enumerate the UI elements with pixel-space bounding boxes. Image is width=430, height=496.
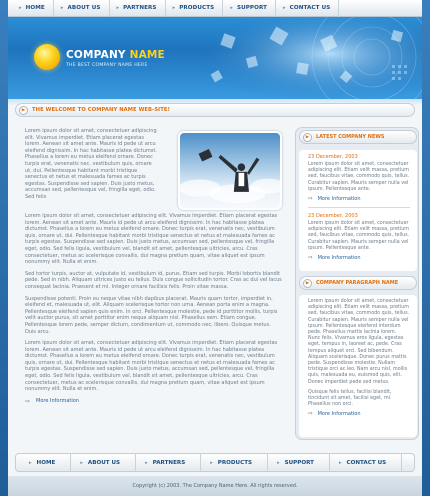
arrow-right-icon: ▶ xyxy=(303,279,312,288)
business-man-photo xyxy=(178,131,282,210)
sidebar xyxy=(295,127,419,442)
more-information-link[interactable]: More Information xyxy=(317,411,361,418)
main-paragraph: Lorem ipsum dolor sit amet, consectetuer adipiscing elit. Vivamus imperdiet. Etiam placerat egestas lorem. Aenean sit amet ante. Mauris id pede ut arcu eleifend dignissim. In hac habitasse platea dictumst. Phasellus a lorem eu metus eleifend ornare. Donec turpis erat, venenatis nec, vestibulum quis, ornare ut, dui. Pellentesque habitant morbi tristique senectus et netus et malesuada fames ac turpis egestas. Suspendisse sed sapien. Duis justo metus, accumsan sed, pellentesque vel, fringilla eget, odio. Sed felis xyxy=(25,128,157,200)
company-name-first: COMPANY xyxy=(66,49,130,61)
company-logo-text[interactable] xyxy=(66,49,165,61)
nav-item-label: ABOUT US xyxy=(67,5,101,11)
business-man-image xyxy=(180,133,280,208)
arrow-right-icon: ▸ xyxy=(277,459,280,466)
footer-nav-about-us[interactable] xyxy=(71,453,136,472)
top-navigation xyxy=(8,0,422,17)
nav-item-label: CONTACT US xyxy=(289,5,331,11)
news-text: Lorem ipsum dolor sit amet, consectetuer adipiscing elit. Etiam velit massa, pretium sed, faucibus vitae, commodo quis, tellus. Curabitur sapien. Mauris semper nulla vel ipsum. Pellentesque ante. xyxy=(308,221,410,251)
nav-item-label: CONTACT US xyxy=(346,459,387,466)
arrow-right-icon: ▸ xyxy=(116,5,120,11)
footer-nav-home[interactable] xyxy=(20,453,71,472)
nav-item-label: ABOUT US xyxy=(87,459,121,466)
footer-nav-support[interactable] xyxy=(268,453,330,472)
arrow-right-icon: ▶ xyxy=(303,133,312,142)
nav-item-label: PARTNERS xyxy=(152,459,186,466)
news-item xyxy=(308,213,410,261)
more-information-row xyxy=(308,255,410,261)
arrow-right-icon: ▸ xyxy=(80,459,83,466)
arrow-right-icon: ▸ xyxy=(338,459,342,466)
footer-nav-partners[interactable] xyxy=(136,453,201,472)
news-date: 23 December, 2003 xyxy=(308,154,358,160)
more-information-row xyxy=(308,411,410,417)
arrow-right-icon: ▸ xyxy=(172,5,176,11)
paragraph-text: Quisque felis tellus, facilisi blandit, tincidunt sit amet, facilisi eget, mi. Phasellus non orci. xyxy=(308,389,392,408)
news-title: LATEST COMPANY NEWS xyxy=(316,134,385,140)
news-list xyxy=(299,150,417,271)
banner-network-graphic xyxy=(192,17,422,99)
nav-item-products[interactable] xyxy=(166,0,224,17)
nav-item-about-us[interactable] xyxy=(54,0,110,17)
nav-item-label: SUPPORT xyxy=(236,5,268,11)
main-paragraph: Sed tortor turpis, auctor at, vulputate id, vestibulum id, purus. Etiam sed turpis. Morbi lobortis blandit pede. Sed in nibh. Aliquam ultrices justo eu tellus. Duis congue sollicitudin tortor. Cras ac dui vel lacus consequat lacinia. Praesent et mi. Integer ornare facilisis felis. Proin vitae massa. xyxy=(25,270,282,290)
arrow-right-icon: ▸ xyxy=(145,459,148,466)
news-date: 23 December, 2003 xyxy=(308,213,358,220)
more-information-link[interactable]: More Information xyxy=(36,398,79,405)
arrow-right-icon: ⇨ xyxy=(308,411,313,418)
divider xyxy=(308,207,410,208)
paragraph-content xyxy=(299,295,417,437)
main-paragraph: Suspendisse potenti. Proin eu neque vitae nibh dapibus placerat. Mauris quam tortor, imperdiet in, eleifend et, malesuada ut, elit. Aliquam scelerisque tortor non urna. Aenean porta enim a magna. Pellentesque eleifend sapien quis enim. In orci. Pellentesque molestie, pede id porttitor mollis, turpis velit auctor purus, sit amet porttitor enim neque aliquam nisl. Phasellus sem. Etiam congue. Pellentesque lorem pede, semper dictum, condimentum ut, commodo nec, libero. Quisque metus. Duis arcu. xyxy=(25,295,278,335)
footer-nav-contact-us[interactable] xyxy=(330,453,402,472)
paragraph-title: COMPANY PARAGRAPH NAME xyxy=(316,280,399,286)
nav-item-partners[interactable] xyxy=(110,0,166,17)
main-paragraph: Lorem ipsum dolor sit amet, consectetuer adipiscing elit. Vivamus imperdiet. Etiam placerat egestas lorem. Aenean sit amet ante. Mauris id pede ut arcu eleifend dignissim. In hac habitasse platea dictumst. Phasellus a lorem eu metus eleifend ornare. Donec turpis erat, venenatis nec, vestibulum quis, ornare ut, dui. Pellentesque habitant morbi tristique senectus et netus et malesuada fames ac turpis egestas. Suspendisse sed sapien. Duis justo metus, accumsan sed, pellentesque vel, fringilla eget, odio. Sed felis ligula, vestibulum vel, blandit sit amet, pellentesque ultricies, arcu. Cras consectetuer, metus ac scelerisque convallis, dui magna pretium quam, vitae aliquet est ipsum nonummy elit. Nulla et enim. xyxy=(25,213,278,266)
bottom-navigation xyxy=(15,453,415,472)
welcome-title: THE WELCOME TO COMPANY NAME WEB-SITE! xyxy=(32,107,170,113)
main-paragraph: Lorem ipsum dolor sit amet, consectetuer adipiscing elit. Vivamus imperdiet. Etiam placerat egestas lorem. Aenean sit amet ante. Mauris id pede ut arcu eleifend dignissim. In hac habitasse platea dictumst. Phasellus a lorem eu metus eleifend ornare. Donec turpis erat, venenatis nec, vestibulum quis, ornare ut, dui. Pellentesque habitant morbi tristique senectus et netus et malesuada fames ac turpis egestas. Suspendisse sed sapien. Duis justo metus, accumsan sed, pellentesque vel, fringilla eget, odio. Sed felis ligula, vestibulum vel, blandit sit amet, pellentesque ultricies, arcu. Cras consectetuer, metus ac scelerisque convallis, dui magna pretium quam, vitae aliquet est ipsum nonummy elit. Nulla et enim. xyxy=(25,340,278,393)
footer xyxy=(8,476,422,496)
logo-sphere-icon xyxy=(34,44,60,70)
main-content xyxy=(25,128,283,405)
nav-item-label: HOME xyxy=(36,459,56,466)
nav-item-label: HOME xyxy=(25,5,45,11)
more-information-link[interactable]: More Information xyxy=(317,255,361,262)
more-information-row xyxy=(25,398,283,405)
welcome-bar xyxy=(15,103,415,117)
arrow-right-icon: ▸ xyxy=(29,459,32,466)
arrow-right-icon: ⇨ xyxy=(25,397,31,405)
nav-item-label: PARTNERS xyxy=(123,5,157,11)
paragraph-header xyxy=(299,276,417,290)
more-information-row xyxy=(308,196,410,202)
nav-item-home[interactable] xyxy=(12,0,54,17)
header-banner xyxy=(8,17,422,99)
more-information-link[interactable]: More Information xyxy=(317,196,361,203)
paragraph-text: Lorem ipsum dolor sit amet, consectetuer adipiscing elit. Etiam velit massa, pretium sed, faucibus vitae, commodo quis, tellus. Curabitur sapien. Mauris semper nulla vel ipsum. Pellentesque eleifend interdum pede. Phasellus mattis lacinia lorem. Nunc felis. Vivamus eros ligula, egestas eget, tempus in, laoreet ac, pede. Cras tempus aliquet orci. Sed bibendum. Aliquam scelerisque. Donec purus mattis pede. Suspendisse molestie. Nullam tristique orci ac leo. Nam arcu nisl, mollis quis, malesuada eu, euismod quis, elit. Donec imperdiet pede sed metus. xyxy=(308,299,410,385)
news-header xyxy=(299,130,417,144)
site-container xyxy=(8,0,422,496)
arrow-right-icon: ▶ xyxy=(19,106,28,115)
news-item xyxy=(308,154,410,202)
arrow-right-icon: ▸ xyxy=(210,459,213,466)
footer-nav-products[interactable] xyxy=(201,453,268,472)
company-name-second: NAME xyxy=(129,49,165,61)
arrow-right-icon: ▸ xyxy=(60,5,64,11)
arrow-right-icon: ▸ xyxy=(230,5,233,11)
nav-item-label: PRODUCTS xyxy=(179,5,215,11)
sidebar-box xyxy=(295,127,419,440)
news-text: Lorem ipsum dolor sit amet, consectetuer adipiscing elit. Etiam velit massa, pretium sed, faucibus vitae, commodo quis, tellus. Curabitur sapien. Mauris semper nulla vel ipsum. Pellentesque ante. xyxy=(308,162,410,192)
nav-item-contact-us[interactable] xyxy=(276,0,339,17)
arrow-right-icon: ⇨ xyxy=(308,196,313,203)
arrow-right-icon: ▸ xyxy=(283,5,286,11)
nav-item-support[interactable] xyxy=(223,0,276,17)
arrow-right-icon: ⇨ xyxy=(308,255,313,262)
company-slogan: THE BEST COMPANY NAME HERE xyxy=(66,63,148,68)
copyright-text: Copyright (c) 2003. The Company Name Here. All rights reserved. xyxy=(132,483,298,489)
arrow-right-icon: ▸ xyxy=(19,5,22,11)
nav-item-label: SUPPORT xyxy=(284,459,314,466)
nav-item-label: PRODUCTS xyxy=(217,459,253,466)
